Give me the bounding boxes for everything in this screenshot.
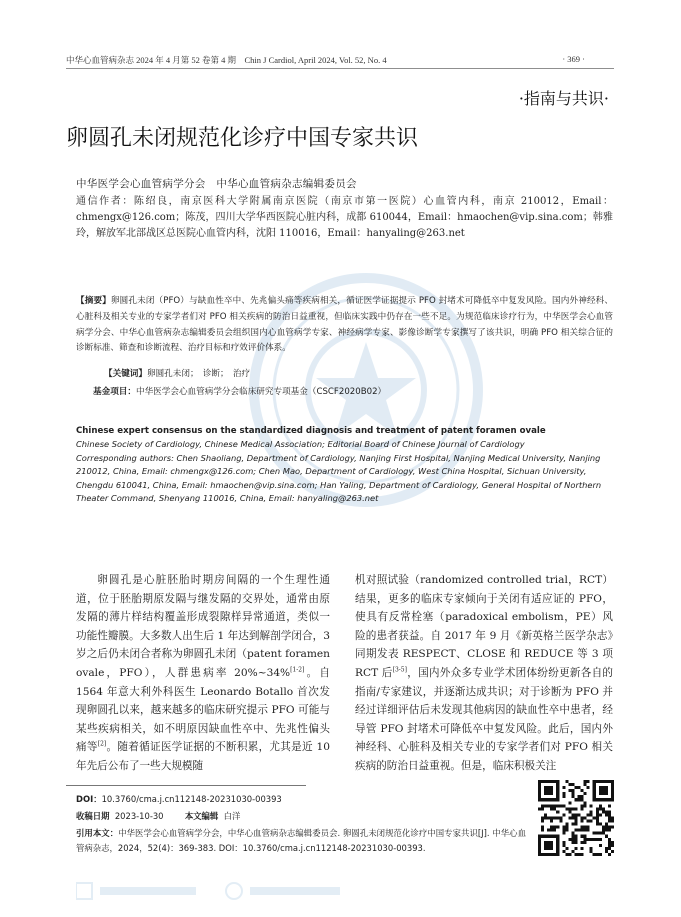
- ref-superscript: [2]: [97, 740, 107, 748]
- abstract-text: 卵圆孔未闭（PFO）与缺血性卒中、先兆偏头痛等疾病相关，循证医学证据提示 PFO 封堵术可降低卒中复发风险。国内外神经科、心脏科及相关专业的专家学者们对 PFO 相关疾病的防治日益重视，但临床实践中仍存在一些不足。为规范临床诊疗行为，中华医学会心血管病学分会、中华心血管病杂志编辑委员会组织国内心血管病学专家、神经病学专家、影像诊断学专家撰写了该共识，明确 PFO 相关综合征的诊断标准、筛查和诊断流程、治疗目标和疗效评价体系。: [76, 296, 613, 354]
- keywords-text: 卵圆孔未闭； 诊断； 治疗: [146, 369, 251, 379]
- ref-superscript: [3-5]: [392, 666, 407, 674]
- fund-text: 中华医学会心血管病学分会临床研究专项基金（CSCF2020B02）: [135, 387, 387, 397]
- english-authors: Chinese Society of Cardiology, Chinese Medical Association; Editorial Board of Chinese Journal of Cardiology: [76, 439, 525, 450]
- received-label: 收稿日期: [76, 811, 110, 821]
- fund-label: 基金项目：: [93, 387, 136, 397]
- author-list: 中华医学会心血管病学分会 中华心血管病杂志编辑委员会: [76, 178, 357, 190]
- header-rule: [66, 68, 614, 69]
- abstract-cn: [76, 294, 613, 357]
- qr-code-icon[interactable]: [538, 780, 614, 856]
- cite-text: 中华医学会心血管病学分会，中华心血管病杂志编辑委员会. 卵圆孔未闭规范化诊疗中国专家共识[J]. 中华心血管病杂志，2024，52(4)：369-383. DOI：10.3760/cma.j.cn112148-20231030-00393.: [76, 828, 526, 853]
- keywords: [104, 367, 250, 379]
- journal-logo-watermark: [76, 879, 356, 903]
- cite-label: 引用本文：: [76, 828, 119, 838]
- footnote-rule: [66, 785, 306, 786]
- body-left-c: 。随着循证医学证据的不断积累，尤其是近 10 年先后公布了一些大规模随: [76, 741, 330, 772]
- body-left-a: 卵圆孔是心脏胚胎时期房间隔的一个生理性通道，位于胚胎期原发隔与继发隔的交界处，通常由原发隔的薄片样结构覆盖形成裂隙样异常通道，类似一功能性瓣膜。大多数人出生后 1 年达到解剖学闭合，3 岁之后仍未闭合者称为卵圆孔未闭（patent foramen ovale，PFO），人群患病率 20%~34%: [76, 574, 330, 679]
- editor-label: 本文编辑: [184, 811, 219, 821]
- received-line: [76, 810, 240, 822]
- correspondence-info: 通信作者：陈绍良，南京医科大学附属南京医院（南京市第一医院）心血管内科，南京 210012，Email：chmengx@126.com；陈茂，四川大学华西医院心脏内科，成都 610044，Email：hmaochen@vip.sina.com；韩雅玲，解放军北部战区总医院心血管内科，沈阳 110016，Email：hanyaling@263.net: [76, 196, 613, 240]
- english-abstract: [76, 425, 613, 505]
- received-date: 2023-10-30: [114, 811, 164, 821]
- editor-name: 白洋: [223, 811, 241, 821]
- body-column-left: [76, 571, 330, 776]
- page-number: · 369 ·: [562, 54, 585, 64]
- abstract-label: 【摘要】: [76, 296, 111, 306]
- keywords-label: 【关键词】: [104, 369, 147, 379]
- doi-line: [76, 793, 282, 805]
- running-header: 中华心血管病杂志 2024 年 4 月第 52 卷第 4 期 Chin J Cardiol, April 2024, Vol. 52, No. 4: [66, 55, 387, 65]
- doi-value: 10.3760/cma.j.cn112148-20231030-00393: [101, 794, 282, 804]
- ref-superscript: [1-2]: [290, 666, 305, 674]
- body-left-b: 。自 1564 年意大利外科医生 Leonardo Botallo 首次发现卵圆孔以来，越来越多的临床研究提示 PFO 可能与某些疾病相关，如不明原因缺血性卒中、先兆性偏头痛等: [76, 666, 330, 754]
- english-corresponding: Corresponding authors: Chen Shaoliang, Department of Cardiology, Nanjing First Hospital, Nanjing Medical University, Nanjing 210012, China, Email: chmengx@126.com; Chen Mao, Department of Cardiology, West China Hospital, Sichuan University, Chengdu 610041, China, Email: hmaochen@vip.sina.com; Han Yaling, Department of Cardiology, General Hospital of Northern Theater Command, Shenyang 110016, China, Email: hanyaling@263.net: [76, 452, 602, 504]
- article-title: 卵圆孔未闭规范化诊疗中国专家共识: [66, 126, 419, 151]
- section-tag: ·指南与共识·: [518, 89, 609, 108]
- fund-info: [93, 385, 386, 397]
- doi-label: DOI：: [76, 794, 102, 804]
- body-right-b: ，国内外众多专业学术团体纷纷更新各自的指南/专家建议，并逐渐达成共识；对于诊断为 PFO 并经过详细评估后未发现其他病因的缺血性卒中患者，经导管 PFO 封堵术可降低卒中复发风险。此后，国内外神经科、心脏科及相关专业的专家学者们对 PFO 相关疾病的防治日益重视。但是，临床积极关注: [355, 666, 614, 772]
- english-title: Chinese expert consensus on the standardized diagnosis and treatment of patent foramen ovale: [76, 426, 546, 436]
- body-right-a: 机对照试验（randomized controlled trial，RCT）结果，更多的临床专家倾向于关闭有适应证的 PFO，使具有反常栓塞（paradoxical embolism，PE）风险的患者获益。自 2017 年 9 月《新英格兰医学杂志》同期发表 RESPECT、CLOSE 和 REDUCE 等 3 项 RCT 后: [355, 574, 613, 679]
- citation: [76, 826, 526, 856]
- body-column-right: [355, 571, 613, 776]
